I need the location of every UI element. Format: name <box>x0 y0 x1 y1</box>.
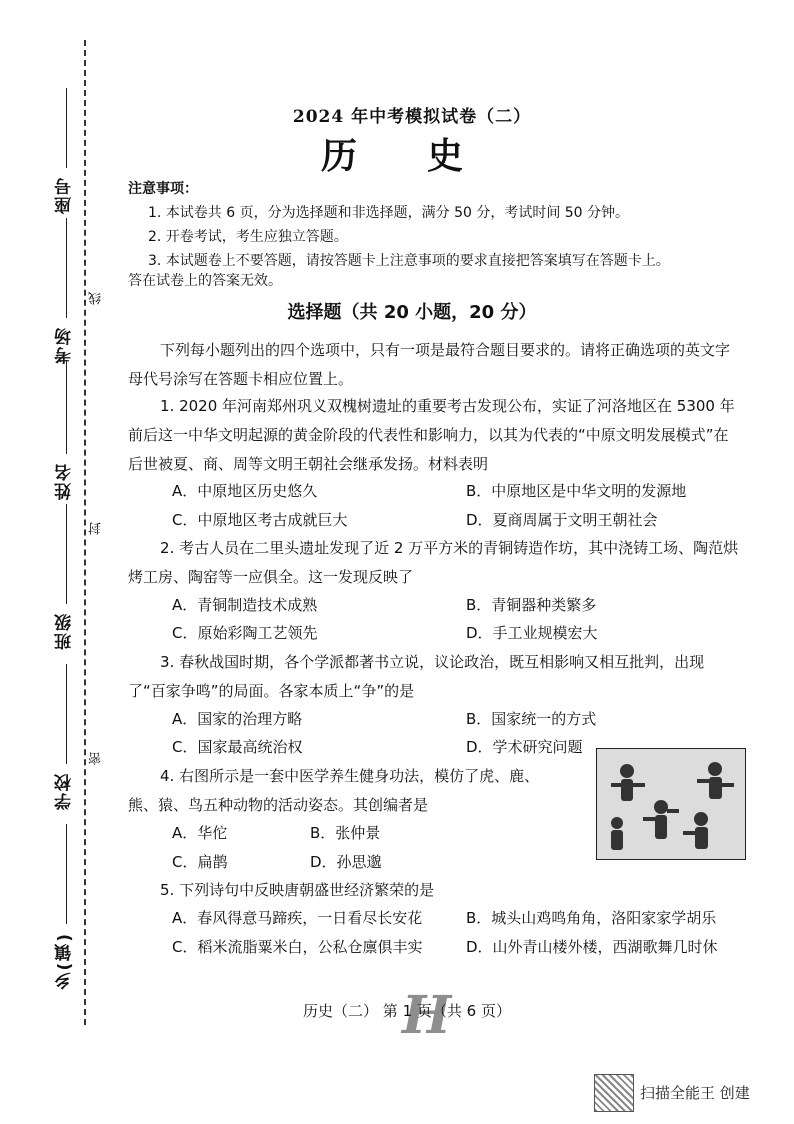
class-fill-line <box>66 504 67 604</box>
q3-option-b: B．国家统一的方式 <box>466 710 597 728</box>
name-label: 姓名 <box>55 462 75 500</box>
town-fill-line <box>66 824 67 924</box>
class-label: 班级 <box>55 612 75 650</box>
q1-option-b: B．中原地区是中华文明的发源地 <box>466 482 687 500</box>
section-instruction: 下列每小题列出的四个选项中，只有一项是最符合题目要求的。请将正确选项的英文字母代号涂写在答题卡相应位置上。 <box>128 341 731 388</box>
q5-option-a: A．春风得意马蹄疾，一日看尽长安花 <box>172 909 423 927</box>
q5-option-c: C．稻米流脂粟米白，公私仓廪俱丰实 <box>172 938 423 956</box>
seal-mi-char: 密 <box>89 752 104 765</box>
section-heading: 选择题（共 20 小题，20 分） <box>287 302 537 323</box>
school-label: 学校 <box>55 772 75 810</box>
page-footer: 历史（二） 第 1 页（共 6 页） <box>303 1002 511 1020</box>
q3-option-a: A．国家的治理方略 <box>172 710 303 728</box>
question-2-stem: 2. 考古人员在二里头遗址发现了近 2 万平方米的青铜铸造作坊，其中浇铸工场、陶范烘烤工房、陶窑等一应俱全。这一发现反映了 <box>128 539 739 586</box>
q4-option-a: A．华佗 <box>172 824 228 842</box>
scanner-watermark-text: 扫描全能王 创建 <box>640 1084 750 1102</box>
question-3-stem: 3. 春秋战国时期，各个学派都著书立说，议论政治，既互相影响又相互批判，出现了“百家争鸣”的局面。各家本质上“争”的是 <box>128 653 705 700</box>
notice-item-1: 1. 本试卷共 6 页，分为选择题和非选择题，满分 50 分，考试时间 50 分钟。 <box>148 205 630 221</box>
exercise-figures-illustration <box>597 749 745 859</box>
binding-dashed-line <box>84 40 86 1025</box>
five-animal-exercise-image <box>596 748 746 860</box>
school-fill-line <box>66 664 67 764</box>
paper-version-mark: H <box>402 985 452 1046</box>
seat-label: 座号 <box>55 176 75 214</box>
q4-option-b: B．张仲景 <box>310 824 381 842</box>
notice-item-2: 2. 开卷考试，考生应独立答题。 <box>148 229 348 245</box>
q3-option-c: C．国家最高统治权 <box>172 738 303 756</box>
town-label: 乡(镇) <box>55 932 75 990</box>
q1-option-c: C．中原地区考古成就巨大 <box>172 511 348 529</box>
q3-option-d: D．学术研究问题 <box>466 738 583 756</box>
question-5-stem: 5. 下列诗句中反映唐朝盛世经济繁荣的是 <box>160 881 435 899</box>
q1-option-a: A．中原地区历史悠久 <box>172 482 318 500</box>
q4-option-d: D．孙思邈 <box>310 853 382 871</box>
q2-option-d: D．手工业规模宏大 <box>466 624 598 642</box>
subject-title: 历史 <box>320 135 533 177</box>
seal-feng-char: 封 <box>89 522 104 535</box>
q4-option-c: C．扁鹊 <box>172 853 228 871</box>
q2-option-a: A．青铜制造技术成熟 <box>172 596 318 614</box>
q2-option-b: B．青铜器种类繁多 <box>466 596 597 614</box>
question-4-stem: 4. 右图所示是一套中医学养生健身功法，模仿了虎、鹿、熊、猿、鸟五种动物的活动姿态。其创编者是 <box>128 767 540 814</box>
room-label: 考场 <box>55 326 75 364</box>
seal-line-char: 线 <box>89 292 104 305</box>
notice-heading: 注意事项： <box>128 181 198 197</box>
name-fill-line <box>66 360 67 454</box>
q1-option-d: D．夏商周属于文明王朝社会 <box>466 511 658 529</box>
notice-item-4: 答在试卷上的答案无效。 <box>128 273 282 289</box>
question-1-stem: 1. 2020 年河南郑州巩义双槐树遗址的重要考古发现公布，实证了河洛地区在 5300 年前后这一中华文明起源的黄金阶段的代表性和影响力，以其为代表的“中原文明发展模式”在后世被夏、商、周等文明王朝社会继承发扬。材料表明 <box>128 397 735 473</box>
q5-option-b: B．城头山鸡鸣角角，洛阳家家学胡乐 <box>466 909 717 927</box>
q2-option-c: C．原始彩陶工艺领先 <box>172 624 318 642</box>
scanner-qr-logo <box>594 1074 634 1112</box>
exam-title: 2024 年中考模拟试卷（二） <box>292 107 532 127</box>
q5-option-d: D．山外青山楼外楼，西湖歌舞几时休 <box>466 938 718 956</box>
notice-item-3: 3. 本试题卷上不要答题，请按答题卡上注意事项的要求直接把答案填写在答题卡上。 <box>148 253 670 269</box>
